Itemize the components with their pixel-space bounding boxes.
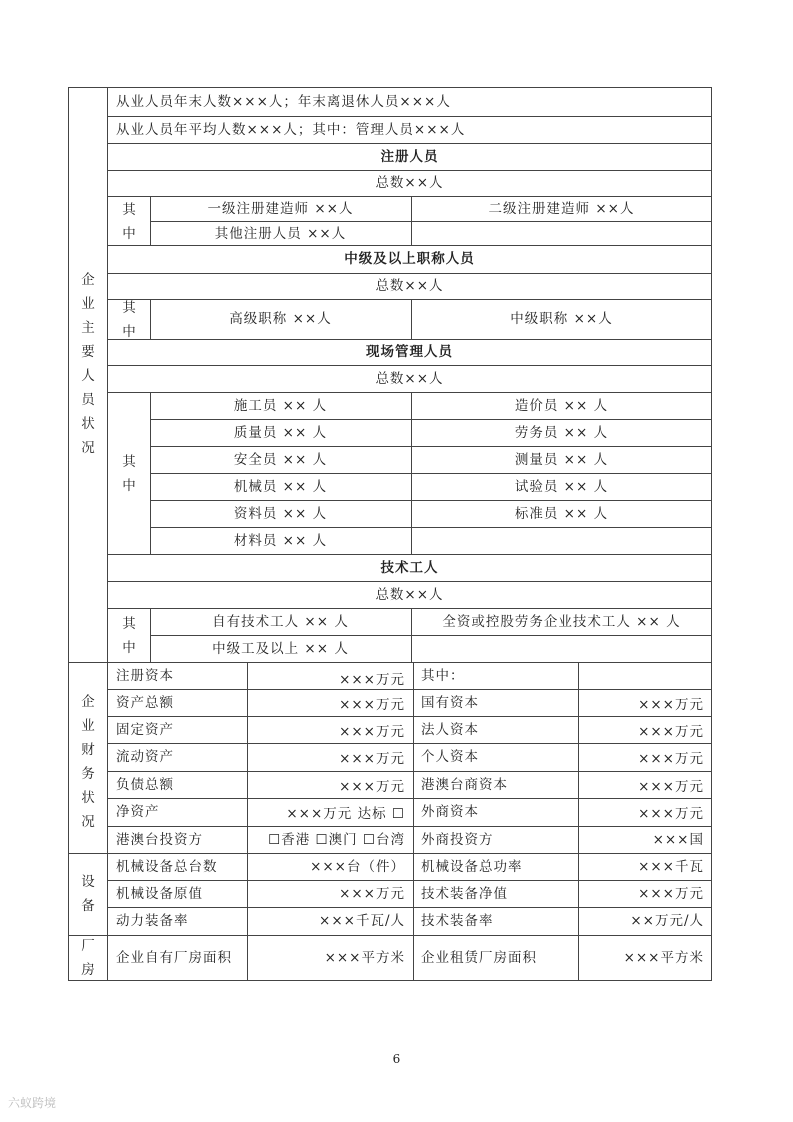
row-line bbox=[150, 473, 712, 474]
site-mgmt-item: 材料员 ×× 人 bbox=[233, 533, 328, 549]
section-line bbox=[68, 935, 712, 936]
row-line bbox=[107, 581, 712, 582]
finance-value: ×××万元 bbox=[638, 806, 704, 822]
workers-title: 技术工人 bbox=[380, 560, 439, 576]
row-line bbox=[107, 743, 712, 744]
site-mgmt-item: 试验员 ×× 人 bbox=[514, 479, 609, 495]
equipment-label: 机械设备总台数 bbox=[116, 859, 218, 875]
row-line bbox=[107, 245, 712, 246]
row-line bbox=[150, 635, 712, 636]
row-line bbox=[107, 907, 712, 908]
equipment-value: ×××台（件） bbox=[310, 859, 405, 875]
workers-item: 全资或控股劳务企业技术工人 ×× 人 bbox=[442, 614, 681, 630]
equipment-value: ×××千瓦 bbox=[638, 859, 704, 875]
finance-value: ×××万元 bbox=[339, 751, 405, 767]
equipment-value: ×××万元 bbox=[638, 886, 704, 902]
page-number: 6 bbox=[392, 1052, 401, 1066]
finance-label: 负债总额 bbox=[116, 777, 174, 793]
workers-total: 总数××人 bbox=[375, 587, 444, 603]
registered-item: 一级注册建造师 ××人 bbox=[207, 201, 354, 217]
section-title-personnel: 企业主要人员状况 bbox=[81, 272, 95, 456]
site-mgmt-of-which: 其中 bbox=[122, 454, 136, 494]
plant-leased-label: 企业租赁厂房面积 bbox=[421, 950, 537, 966]
finance-label: 国有资本 bbox=[421, 695, 479, 711]
finance-label: 其中： bbox=[421, 668, 465, 684]
row-line bbox=[150, 527, 712, 528]
finance-label: 个人资本 bbox=[421, 749, 479, 765]
workers-item: 中级工及以上 ×× 人 bbox=[212, 641, 349, 657]
site-mgmt-item: 质量员 ×× 人 bbox=[233, 425, 328, 441]
watermark: 六蚁跨境 bbox=[8, 1096, 57, 1110]
finance-label: 港澳台投资方 bbox=[116, 832, 203, 848]
finance-value: ×××国 bbox=[652, 832, 704, 848]
plant-leased-value: ×××平方米 bbox=[623, 950, 704, 966]
column-line bbox=[150, 392, 151, 555]
finance-value: ×××万元 bbox=[638, 724, 704, 740]
row-line bbox=[107, 170, 712, 171]
equipment-value: ×××万元 bbox=[339, 886, 405, 902]
registered-item: 其他注册人员 ××人 bbox=[214, 226, 347, 242]
section-title-plant: 厂房 bbox=[81, 938, 95, 978]
registered-item: 二级注册建造师 ××人 bbox=[488, 201, 635, 217]
site-mgmt-item: 施工员 ×× 人 bbox=[233, 398, 328, 414]
row-line bbox=[107, 554, 712, 555]
finance-label: 流动资产 bbox=[116, 749, 174, 765]
finance-value: ×××万元 bbox=[638, 751, 704, 767]
finance-label: 注册资本 bbox=[116, 668, 174, 684]
row-line bbox=[107, 826, 712, 827]
finance-value: ×××万元 bbox=[339, 724, 405, 740]
plant-owned-value: ×××平方米 bbox=[324, 950, 405, 966]
site-mgmt-item: 安全员 ×× 人 bbox=[233, 452, 328, 468]
finance-label: 法人资本 bbox=[421, 722, 479, 738]
finance-value: ×××万元 bbox=[638, 779, 704, 795]
row-line bbox=[107, 880, 712, 881]
site-mgmt-total: 总数××人 bbox=[375, 371, 444, 387]
column-line bbox=[107, 87, 108, 981]
row-line bbox=[107, 273, 712, 274]
finance-value: ×××万元 bbox=[339, 672, 405, 688]
finance-label: 净资产 bbox=[116, 804, 160, 820]
column-line bbox=[411, 392, 412, 555]
row-line bbox=[107, 339, 712, 340]
finance-label: 资产总额 bbox=[116, 695, 174, 711]
workers-item: 自有技术工人 ×× 人 bbox=[212, 614, 349, 630]
equipment-value: ×××千瓦/人 bbox=[319, 913, 405, 929]
titled-title: 中级及以上职称人员 bbox=[344, 251, 475, 267]
table-border-left bbox=[68, 87, 69, 981]
site-mgmt-item: 标准员 ×× 人 bbox=[514, 506, 609, 522]
equipment-label: 技术装备率 bbox=[421, 913, 494, 929]
registered-of-which: 其中 bbox=[122, 202, 136, 242]
finance-label: 固定资产 bbox=[116, 722, 174, 738]
titled-item: 高级职称 ××人 bbox=[229, 311, 332, 327]
equipment-label: 机械设备原值 bbox=[116, 886, 203, 902]
row-line bbox=[150, 446, 712, 447]
finance-label: 外商资本 bbox=[421, 804, 479, 820]
site-mgmt-item: 资料员 ×× 人 bbox=[233, 506, 328, 522]
plant-owned-label: 企业自有厂房面积 bbox=[116, 950, 232, 966]
average-headcount-line: 从业人员年平均人数×××人；其中：管理人员×××人 bbox=[116, 122, 466, 138]
site-mgmt-item: 劳务员 ×× 人 bbox=[514, 425, 609, 441]
registered-title: 注册人员 bbox=[380, 149, 439, 165]
table-border-right bbox=[711, 87, 712, 981]
finance-value: ×××万元 bbox=[638, 697, 704, 713]
section-title-finance: 企业财务状况 bbox=[81, 694, 95, 830]
equipment-label: 技术装备净值 bbox=[421, 886, 508, 902]
workers-of-which: 其中 bbox=[122, 616, 136, 656]
row-line bbox=[150, 419, 712, 420]
finance-value: ×××万元 达标 ☐ bbox=[286, 806, 405, 822]
headcount-line: 从业人员年末人数×××人；年末离退休人员×××人 bbox=[116, 94, 451, 110]
table-border-top bbox=[68, 87, 712, 88]
row-line bbox=[107, 143, 712, 144]
row-line bbox=[107, 608, 712, 609]
finance-value: ×××万元 bbox=[339, 697, 405, 713]
finance-label: 港澳台商资本 bbox=[421, 777, 508, 793]
section-title-equipment: 设备 bbox=[81, 874, 95, 914]
row-line bbox=[107, 299, 712, 300]
equipment-label: 机械设备总功率 bbox=[421, 859, 523, 875]
row-line bbox=[107, 798, 712, 799]
row-line bbox=[107, 689, 712, 690]
titled-item: 中级职称 ××人 bbox=[510, 311, 613, 327]
row-line bbox=[107, 116, 712, 117]
finance-value: ☐香港 ☐澳门 ☐台湾 bbox=[268, 832, 405, 848]
row-line bbox=[107, 365, 712, 366]
row-line bbox=[107, 716, 712, 717]
section-line bbox=[68, 662, 712, 663]
site-mgmt-item: 机械员 ×× 人 bbox=[233, 479, 328, 495]
site-mgmt-title: 现场管理人员 bbox=[366, 344, 453, 360]
finance-label: 外商投资方 bbox=[421, 832, 494, 848]
equipment-value: ××万元/人 bbox=[630, 913, 704, 929]
row-line bbox=[150, 221, 712, 222]
section-line bbox=[68, 853, 712, 854]
row-line bbox=[107, 196, 712, 197]
site-mgmt-item: 测量员 ×× 人 bbox=[514, 452, 609, 468]
site-mgmt-item: 造价员 ×× 人 bbox=[514, 398, 609, 414]
equipment-label: 动力装备率 bbox=[116, 913, 189, 929]
registered-total: 总数××人 bbox=[375, 175, 444, 191]
finance-value: ×××万元 bbox=[339, 779, 405, 795]
titled-total: 总数××人 bbox=[375, 278, 444, 294]
row-line bbox=[107, 771, 712, 772]
row-line bbox=[107, 392, 712, 393]
column-line bbox=[413, 662, 414, 981]
titled-of-which: 其中 bbox=[122, 300, 136, 340]
row-line bbox=[150, 500, 712, 501]
table-border-bottom bbox=[68, 980, 712, 981]
